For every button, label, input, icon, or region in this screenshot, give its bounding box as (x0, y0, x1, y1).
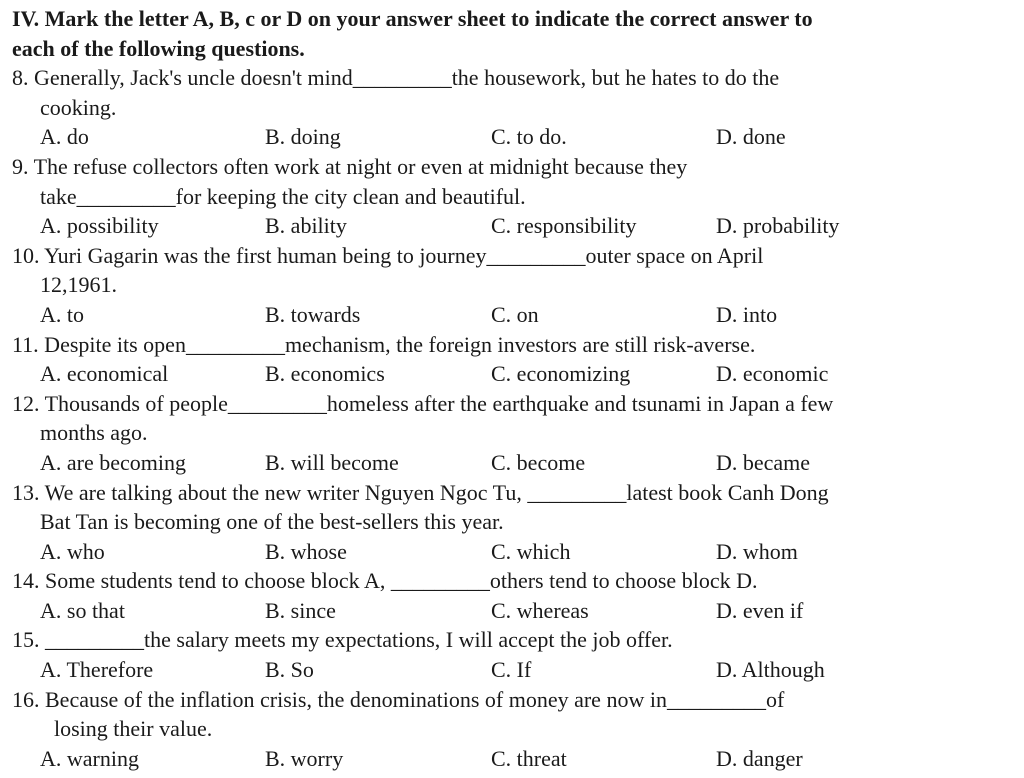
question-text: 11. Despite its open_________mechanism, the foreign investors are still risk-averse. (12, 331, 756, 357)
option-c: C. economizing (491, 361, 631, 387)
option-b: B. ability (265, 213, 347, 239)
answer-options (12, 744, 1016, 774)
answer-options (12, 596, 1016, 626)
answer-options (12, 537, 1016, 567)
option-c: C. responsibility (491, 213, 637, 239)
worksheet (12, 4, 1016, 773)
option-a: A. do (40, 124, 89, 150)
answer-options (12, 211, 1016, 241)
option-c: C. which (491, 538, 571, 564)
option-c: C. If (491, 657, 532, 683)
question-text: 14. Some students tend to choose block A, _________others tend to choose block D. (12, 568, 758, 594)
option-a: A. are becoming (40, 449, 186, 475)
option-b: B. So (265, 657, 314, 683)
answer-options (12, 655, 1016, 685)
option-d: D. Although (716, 657, 825, 683)
option-b: B. towards (265, 301, 361, 327)
question-text: 8. Generally, Jack's uncle doesn't mind_________the housework, but he hates to do the (12, 65, 780, 91)
option-b: B. economics (265, 361, 385, 387)
option-a: A. so that (40, 597, 125, 623)
question-text: 9. The refuse collectors often work at night or even at midnight because they (12, 153, 688, 179)
question-9 (12, 152, 1016, 241)
question-text-continued: take_________for keeping the city clean and beautiful. (40, 183, 526, 209)
option-b: B. since (265, 597, 336, 623)
question-text-continued: Bat Tan is becoming one of the best-sellers this year. (40, 509, 504, 535)
option-d: D. danger (716, 745, 803, 771)
question-12 (12, 389, 1016, 478)
question-11 (12, 330, 1016, 389)
question-text: 15. _________the salary meets my expectations, I will accept the job offer. (12, 627, 673, 653)
option-b: B. worry (265, 745, 344, 771)
answer-options (12, 448, 1016, 478)
option-b: B. will become (265, 449, 399, 475)
question-14 (12, 566, 1016, 625)
option-d: D. even if (716, 597, 804, 623)
option-a: A. Therefore (40, 657, 154, 683)
question-16 (12, 685, 1016, 774)
question-text-continued: 12,1961. (40, 272, 117, 298)
option-c: C. on (491, 301, 539, 327)
question-text-continued: losing their value. (54, 716, 213, 742)
question-text: 12. Thousands of people_________homeless after the earthquake and tsunami in Japan a few (12, 390, 834, 416)
question-text-continued: cooking. (40, 94, 117, 120)
option-d: D. into (716, 301, 778, 327)
question-text: 10. Yuri Gagarin was the first human being to journey_________outer space on April (12, 242, 764, 268)
option-c: C. become (491, 449, 586, 475)
option-a: A. who (40, 538, 105, 564)
option-b: B. whose (265, 538, 347, 564)
option-d: D. probability (716, 213, 840, 239)
option-d: D. economic (716, 361, 829, 387)
option-c: C. to do. (491, 124, 567, 150)
question-text: 16. Because of the inflation crisis, the denominations of money are now in_________of (12, 686, 785, 712)
option-a: A. economical (40, 361, 169, 387)
section-heading-line-1: IV. Mark the letter A, B, c or D on your answer sheet to indicate the correct answer to (12, 6, 813, 31)
answer-options (12, 122, 1016, 152)
question-text: 13. We are talking about the new writer Nguyen Ngoc Tu, _________latest book Canh Dong (12, 479, 829, 505)
option-c: C. threat (491, 745, 567, 771)
option-a: A. to (40, 301, 84, 327)
question-15 (12, 625, 1016, 684)
question-8 (12, 63, 1016, 152)
option-d: D. done (716, 124, 786, 150)
question-text-continued: months ago. (40, 420, 148, 446)
section-heading-line-2: each of the following questions. (12, 35, 305, 61)
option-c: C. whereas (491, 597, 589, 623)
option-d: D. became (716, 449, 811, 475)
answer-options (12, 300, 1016, 330)
option-d: D. whom (716, 538, 798, 564)
question-13 (12, 478, 1016, 567)
question-10 (12, 241, 1016, 330)
option-a: A. warning (40, 745, 139, 771)
option-b: B. doing (265, 124, 341, 150)
option-a: A. possibility (40, 213, 159, 239)
answer-options (12, 359, 1016, 389)
